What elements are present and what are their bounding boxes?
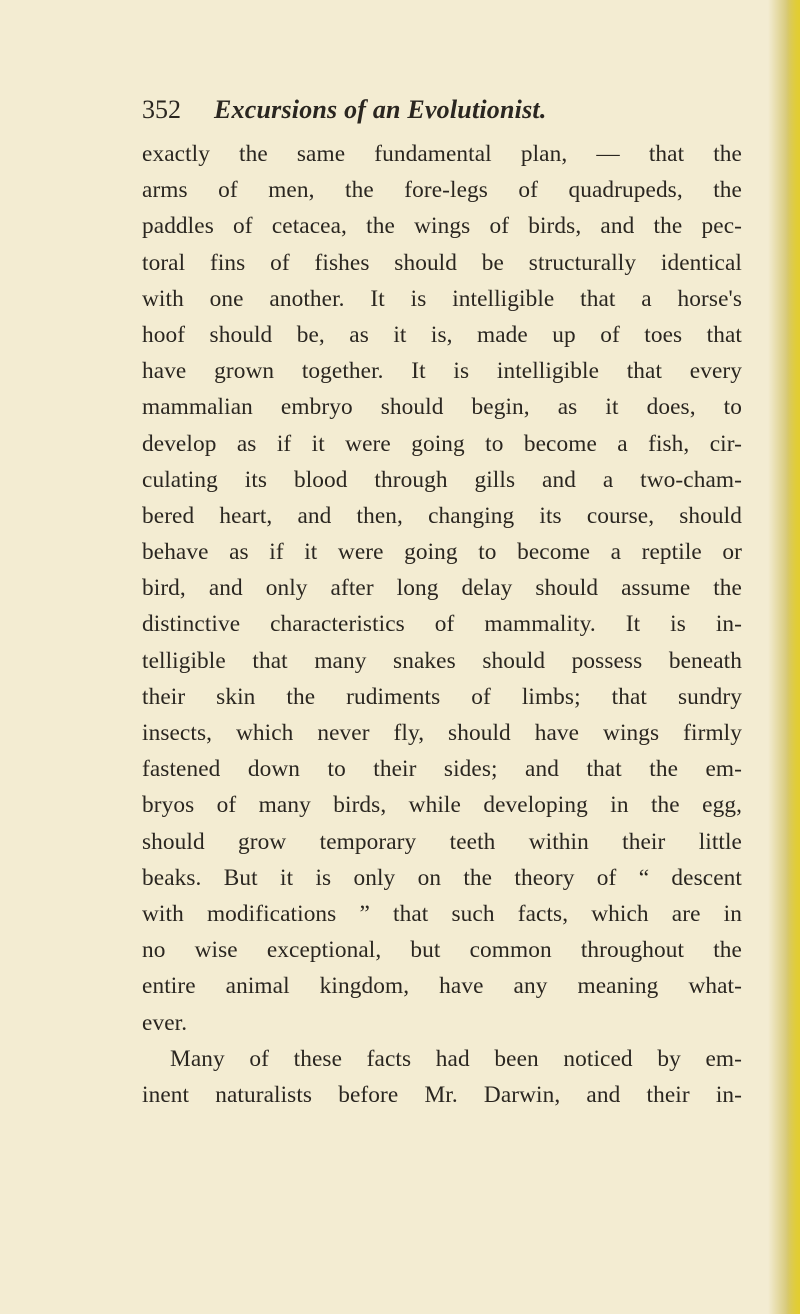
text-line: exactly the same fundamental plan, — that the [142, 141, 742, 167]
text-line: no wise exceptional, but common throughout the [142, 937, 742, 964]
text-line-paragraph-end: ever. [142, 1009, 188, 1036]
text-line: their skin the rudiments of limbs; that sundry [142, 683, 742, 710]
text-line: develop as if it were going to become a fish, cir- [142, 430, 742, 457]
text-line: bryos of many birds, while developing in the egg, [142, 792, 742, 819]
text-line: fastened down to their sides; and that the em- [142, 756, 742, 783]
body-text [142, 136, 742, 1113]
text-line: bird, and only after long delay should assume the [142, 575, 742, 602]
text-line: entire animal kingdom, have any meaning what- [142, 973, 742, 1000]
text-line: with one another. It is intelligible that a horse's [142, 285, 742, 312]
text-line: culating its blood through gills and a two-cham- [142, 466, 742, 493]
text-line: toral fins of fishes should be structurally identical [142, 249, 742, 276]
text-line: beaks. But it is only on the theory of “ descent [142, 864, 742, 891]
text-line: distinctive characteristics of mammality. It is in- [142, 611, 742, 638]
text-line: insects, which never fly, should have wings firmly [142, 720, 742, 746]
text-line: mammalian embryo should begin, as it does, to [142, 394, 742, 421]
page-number: 352 [142, 95, 181, 124]
text-line: bered heart, and then, changing its course, should [142, 502, 742, 529]
text-line: arms of men, the fore-legs of quadrupeds, the [142, 177, 742, 204]
text-line: behave as if it were going to become a reptile or [142, 539, 742, 566]
text-line: with modifications ” that such facts, which are in [142, 900, 742, 927]
text-line: should grow temporary teeth within their little [142, 828, 742, 855]
text-line-paragraph-start: Many of these facts had been noticed by em- [170, 1045, 742, 1072]
running-title: Excursions of an Evolutionist. [214, 95, 547, 124]
text-line: inent naturalists before Mr. Darwin, and their in- [142, 1081, 742, 1108]
text-line: paddles of cetacea, the wings of birds, and the pec- [142, 213, 742, 240]
running-header [142, 90, 702, 130]
text-line: telligible that many snakes should possess beneath [142, 647, 742, 674]
text-line: have grown together. It is intelligible that every [142, 358, 742, 385]
page-edge [786, 0, 800, 1314]
text-line: hoof should be, as it is, made up of toes that [142, 321, 742, 348]
